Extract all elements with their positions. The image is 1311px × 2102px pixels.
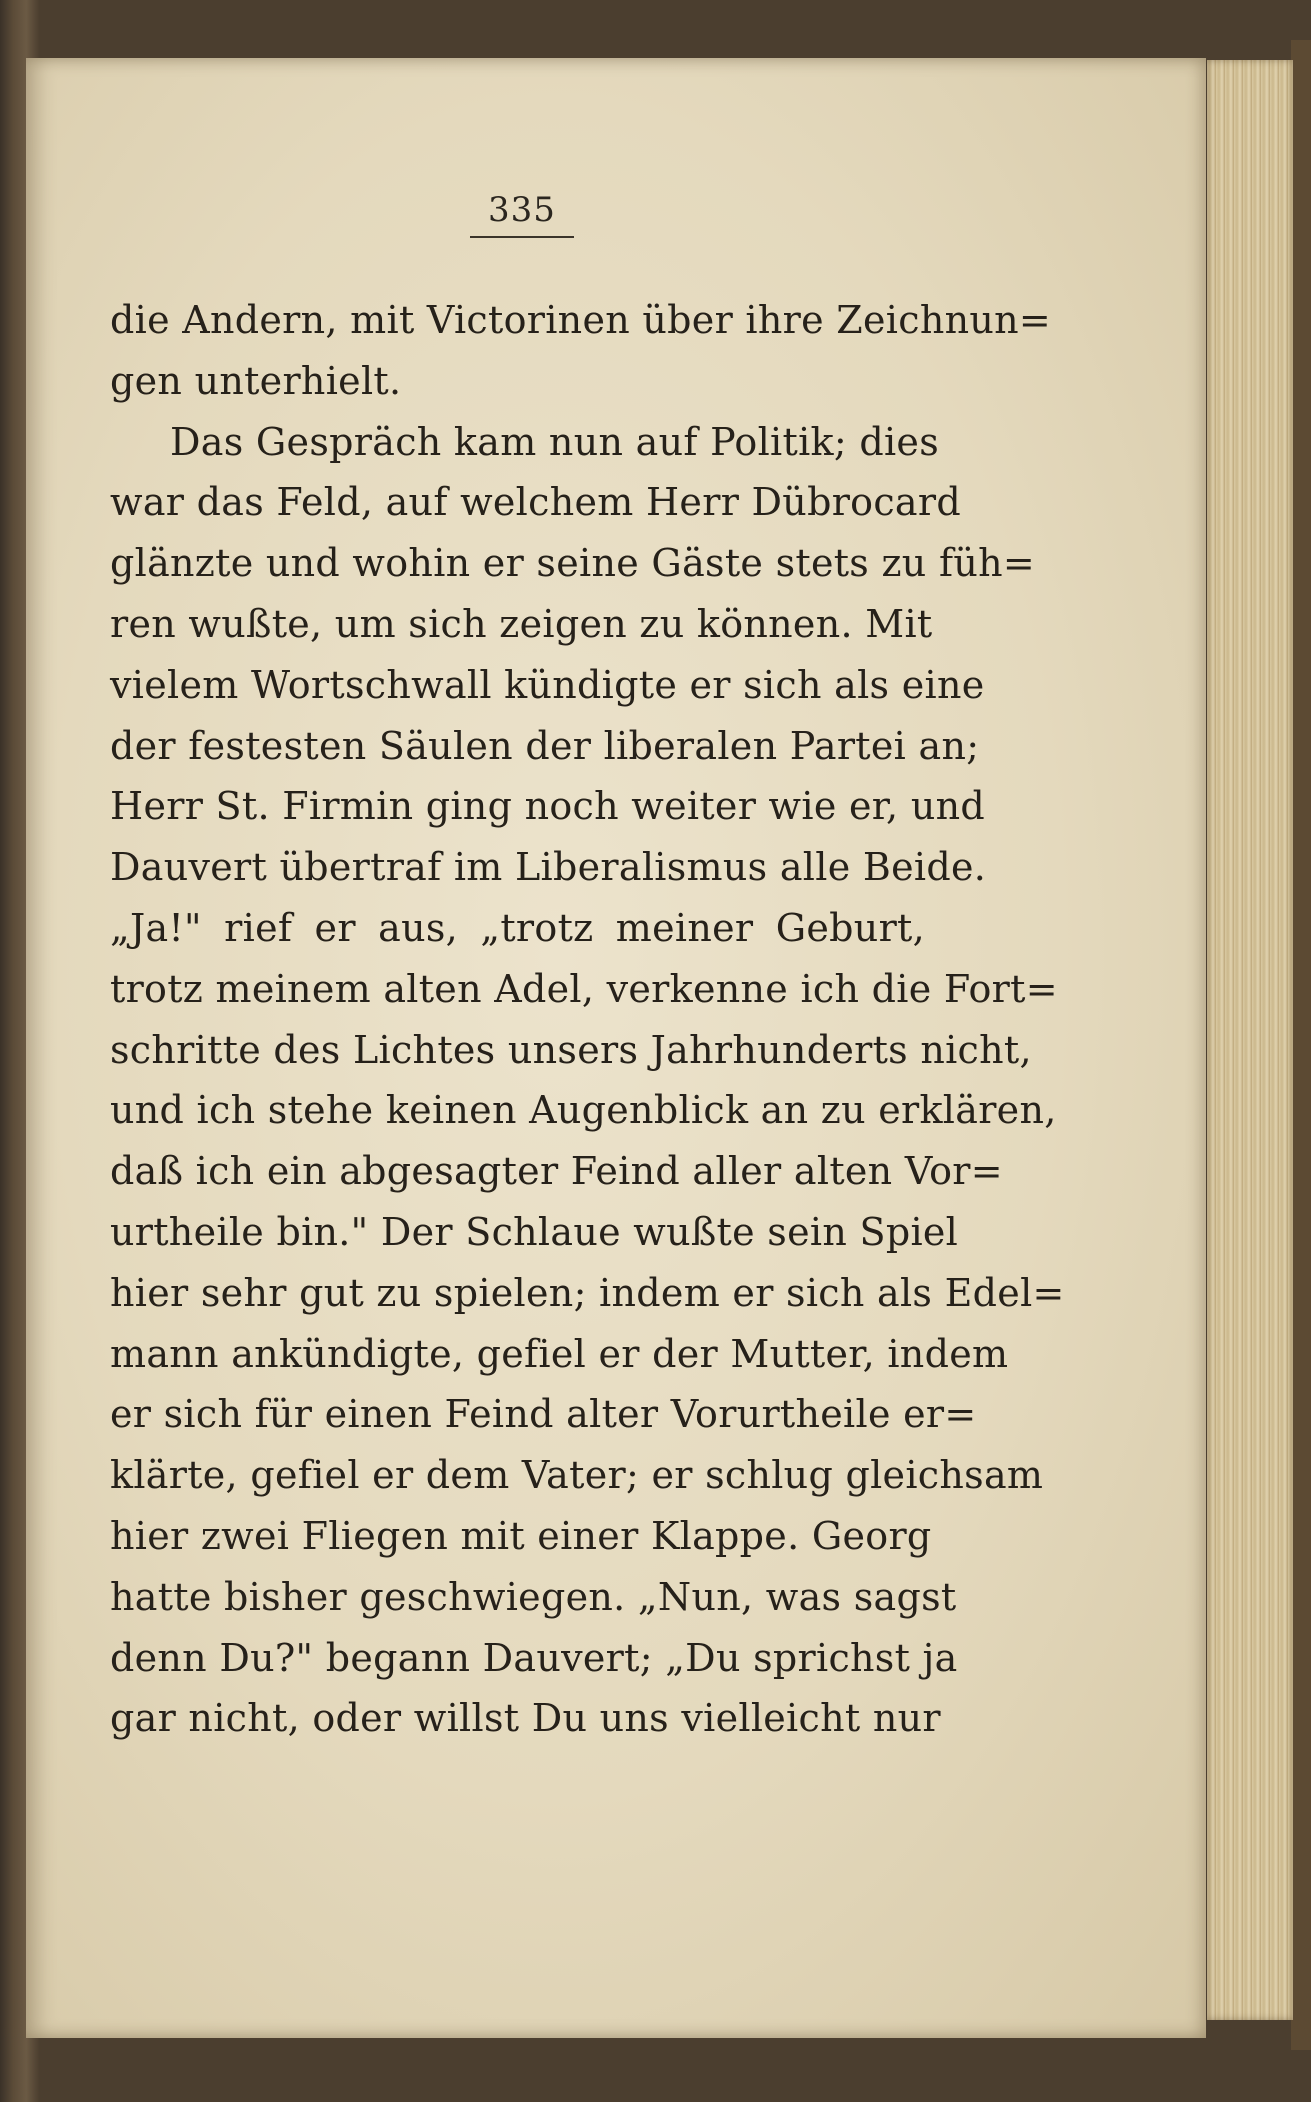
text-line: daß ich ein abgesagter Feind aller alten Vor= — [110, 1149, 1003, 1194]
text-line: vielem Wortschwall kündigte er sich als eine — [110, 662, 985, 707]
text-line: glänzte und wohin er seine Gäste stets zu füh= — [110, 541, 1036, 586]
text-line: Herr St. Firmin ging noch weiter wie er, und — [110, 784, 985, 829]
text-line: die Andern, mit Victorinen über ihre Zeichnun= — [110, 298, 1052, 342]
text-line: und ich stehe keinen Augenblick an zu erklären, — [110, 1088, 1057, 1133]
text-line: ren wußte, um sich zeigen zu können. Mit — [110, 601, 933, 646]
text-line: urtheile bin." Der Schlaue wußte sein Spiel — [110, 1209, 959, 1254]
text-line: trotz meinem alten Adel, verkenne ich die Fort= — [110, 966, 1058, 1011]
body-text — [110, 290, 1065, 1749]
text-line: gen unterhielt. — [110, 358, 402, 403]
text-line: schritte des Lichtes unsers Jahrhunderts nicht, — [110, 1027, 1032, 1072]
text-line: war das Feld, auf welchem Herr Dübrocard — [110, 480, 961, 525]
text-line: klärte, gefiel er dem Vater; er schlug gleichsam — [110, 1453, 1044, 1498]
text-line: denn Du?" begann Dauvert; „Du sprichst ja — [110, 1635, 958, 1680]
text-line: Dauvert übertraf im Liberalismus alle Beide. — [110, 845, 987, 890]
text-line: hier zwei Fliegen mit einer Klappe. Georg — [110, 1513, 932, 1558]
text-line: der festesten Säulen der liberalen Partei an; — [110, 723, 980, 768]
text-line: gar nicht, oder willst Du uns vielleicht nur — [110, 1696, 941, 1741]
book-cover-edge — [1291, 40, 1311, 2050]
text-line: mann ankündigte, gefiel er der Mutter, indem — [110, 1331, 1009, 1376]
text-line: „Ja!" rief er aus, „trotz meiner Geburt, — [110, 905, 925, 950]
page-number: 335 — [470, 190, 574, 238]
text-line: Das Gespräch kam nun auf Politik; dies — [170, 419, 940, 464]
page-edges — [1207, 60, 1293, 2020]
text-line: hatte bisher geschwiegen. „Nun, was sagst — [110, 1574, 957, 1619]
text-line: er sich für einen Feind alter Vorurtheile er= — [110, 1392, 977, 1437]
text-line: hier sehr gut zu spielen; indem er sich als Edel= — [110, 1270, 1065, 1315]
